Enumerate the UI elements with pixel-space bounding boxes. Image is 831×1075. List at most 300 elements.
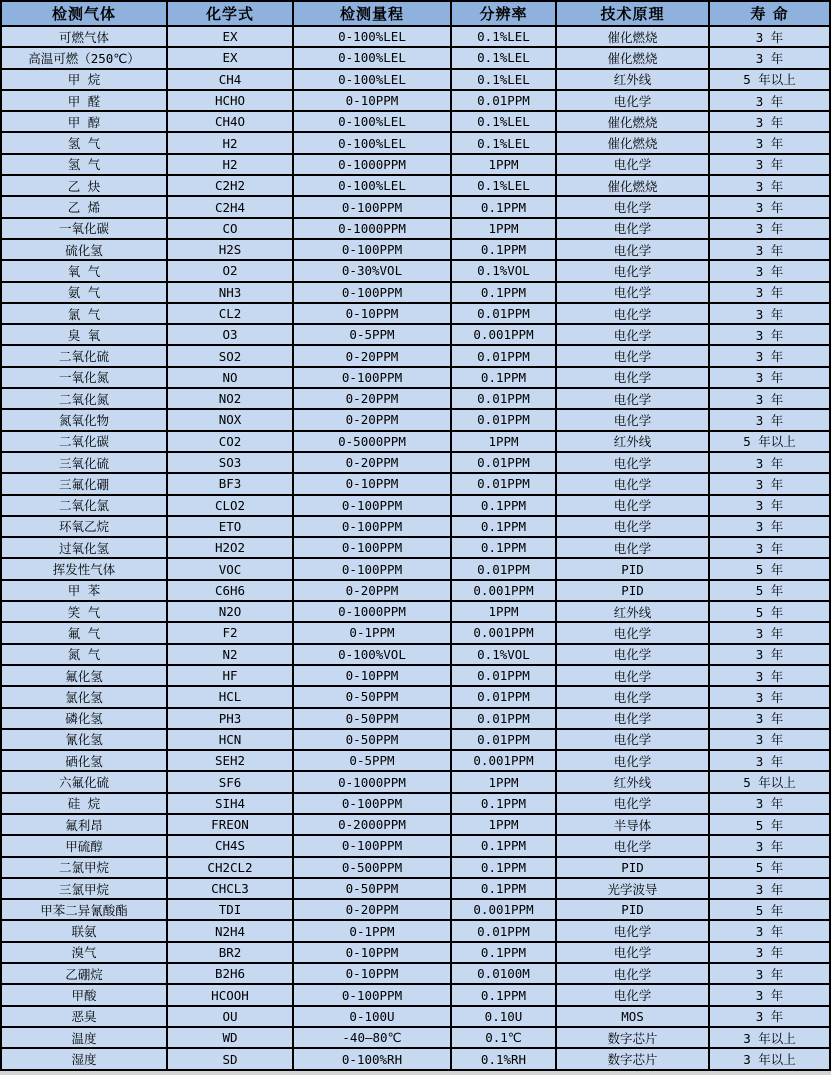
cell-formula: VOC xyxy=(167,558,293,579)
cell-gas: 二氧化硫 xyxy=(1,345,167,366)
cell-resolution: 0.1%LEL xyxy=(451,69,556,90)
cell-range: 0-10PPM xyxy=(293,942,451,963)
cell-lifespan: 3 年 xyxy=(709,495,830,516)
cell-resolution: 0.1PPM xyxy=(451,239,556,260)
cell-lifespan: 5 年 xyxy=(709,558,830,579)
table-row xyxy=(1,495,830,516)
cell-principle: 电化学 xyxy=(556,239,709,260)
cell-principle: 电化学 xyxy=(556,388,709,409)
cell-gas: 氢 气 xyxy=(1,132,167,153)
cell-formula: SIH4 xyxy=(167,793,293,814)
cell-lifespan: 3 年 xyxy=(709,942,830,963)
cell-resolution: 0.01PPM xyxy=(451,708,556,729)
cell-gas: 甲 醛 xyxy=(1,90,167,111)
cell-formula: OU xyxy=(167,1006,293,1027)
cell-gas: 氢 气 xyxy=(1,154,167,175)
cell-principle: 催化燃烧 xyxy=(556,26,709,47)
cell-formula: WD xyxy=(167,1027,293,1048)
table-row xyxy=(1,367,830,388)
cell-formula: CH4O xyxy=(167,111,293,132)
table-row xyxy=(1,239,830,260)
cell-resolution: 0.1%VOL xyxy=(451,260,556,281)
cell-principle: 催化燃烧 xyxy=(556,175,709,196)
cell-lifespan: 3 年 xyxy=(709,196,830,217)
cell-formula: N2 xyxy=(167,644,293,665)
cell-range: 0-100PPM xyxy=(293,282,451,303)
table-row xyxy=(1,345,830,366)
cell-lifespan: 3 年 xyxy=(709,452,830,473)
cell-principle: 光学波导 xyxy=(556,878,709,899)
table-row xyxy=(1,665,830,686)
cell-resolution: 0.1%LEL xyxy=(451,175,556,196)
cell-lifespan: 3 年 xyxy=(709,920,830,941)
cell-formula: EX xyxy=(167,47,293,68)
cell-resolution: 0.1%LEL xyxy=(451,26,556,47)
cell-resolution: 0.01PPM xyxy=(451,409,556,430)
table-row xyxy=(1,708,830,729)
cell-gas: 一氧化氮 xyxy=(1,367,167,388)
cell-range: 0-20PPM xyxy=(293,409,451,430)
cell-principle: 电化学 xyxy=(556,345,709,366)
table-row xyxy=(1,47,830,68)
cell-lifespan: 5 年 xyxy=(709,814,830,835)
cell-lifespan: 3 年 xyxy=(709,154,830,175)
cell-gas: 硅 烷 xyxy=(1,793,167,814)
cell-gas: 氟化氢 xyxy=(1,665,167,686)
cell-formula: H2 xyxy=(167,132,293,153)
cell-range: 0-100%LEL xyxy=(293,175,451,196)
cell-lifespan: 3 年 xyxy=(709,793,830,814)
cell-lifespan: 3 年 xyxy=(709,516,830,537)
cell-range: 0-100PPM xyxy=(293,367,451,388)
table-row xyxy=(1,580,830,601)
cell-gas: 湿度 xyxy=(1,1048,167,1070)
cell-principle: 电化学 xyxy=(556,409,709,430)
cell-principle: 催化燃烧 xyxy=(556,132,709,153)
cell-resolution: 0.01PPM xyxy=(451,303,556,324)
cell-lifespan: 3 年 xyxy=(709,239,830,260)
cell-resolution: 0.001PPM xyxy=(451,324,556,345)
cell-resolution: 0.1PPM xyxy=(451,196,556,217)
cell-lifespan: 3 年 xyxy=(709,47,830,68)
cell-range: 0-1PPM xyxy=(293,920,451,941)
table-row xyxy=(1,537,830,558)
cell-gas: 甲 醇 xyxy=(1,111,167,132)
table-row xyxy=(1,324,830,345)
table-row xyxy=(1,26,830,47)
cell-gas: 三氟化硼 xyxy=(1,473,167,494)
cell-lifespan: 3 年 xyxy=(709,686,830,707)
table-row xyxy=(1,814,830,835)
cell-gas: 温度 xyxy=(1,1027,167,1048)
cell-resolution: 0.1℃ xyxy=(451,1027,556,1048)
cell-lifespan: 3 年 xyxy=(709,473,830,494)
cell-range: 0-2000PPM xyxy=(293,814,451,835)
cell-formula: NH3 xyxy=(167,282,293,303)
cell-principle: 电化学 xyxy=(556,708,709,729)
cell-principle: PID xyxy=(556,580,709,601)
cell-lifespan: 3 年 xyxy=(709,963,830,984)
cell-gas: 硒化氢 xyxy=(1,750,167,771)
cell-gas: 氮 气 xyxy=(1,644,167,665)
cell-lifespan: 3 年 xyxy=(709,90,830,111)
cell-resolution: 0.10U xyxy=(451,1006,556,1027)
cell-range: 0-1000PPM xyxy=(293,771,451,792)
cell-formula: BR2 xyxy=(167,942,293,963)
table-row xyxy=(1,132,830,153)
cell-resolution: 1PPM xyxy=(451,814,556,835)
cell-principle: 电化学 xyxy=(556,622,709,643)
cell-formula: C6H6 xyxy=(167,580,293,601)
cell-range: 0-50PPM xyxy=(293,686,451,707)
cell-gas: 氨 气 xyxy=(1,282,167,303)
table-row xyxy=(1,452,830,473)
cell-formula: SO3 xyxy=(167,452,293,473)
cell-resolution: 0.0100M xyxy=(451,963,556,984)
cell-range: 0-100%VOL xyxy=(293,644,451,665)
cell-resolution: 0.01PPM xyxy=(451,920,556,941)
cell-lifespan: 3 年 xyxy=(709,984,830,1005)
cell-lifespan: 3 年 xyxy=(709,282,830,303)
cell-resolution: 0.01PPM xyxy=(451,473,556,494)
cell-range: 0-100%RH xyxy=(293,1048,451,1070)
cell-gas: 过氧化氢 xyxy=(1,537,167,558)
cell-resolution: 0.1PPM xyxy=(451,793,556,814)
cell-resolution: 0.1%LEL xyxy=(451,111,556,132)
table-header xyxy=(1,1,830,26)
table-row xyxy=(1,899,830,920)
cell-formula: EX xyxy=(167,26,293,47)
cell-lifespan: 3 年 xyxy=(709,835,830,856)
cell-resolution: 0.001PPM xyxy=(451,580,556,601)
cell-formula: CL2 xyxy=(167,303,293,324)
cell-resolution: 0.1PPM xyxy=(451,835,556,856)
cell-principle: 电化学 xyxy=(556,920,709,941)
header-row xyxy=(1,1,830,26)
cell-range: 0-5PPM xyxy=(293,324,451,345)
cell-principle: 数字芯片 xyxy=(556,1027,709,1048)
cell-range: 0-100%LEL xyxy=(293,47,451,68)
cell-resolution: 1PPM xyxy=(451,218,556,239)
cell-principle: 电化学 xyxy=(556,282,709,303)
table-row xyxy=(1,154,830,175)
cell-lifespan: 5 年 xyxy=(709,580,830,601)
cell-formula: H2 xyxy=(167,154,293,175)
column-header-formula: 化学式 xyxy=(167,1,293,26)
table-row xyxy=(1,558,830,579)
cell-resolution: 0.1PPM xyxy=(451,878,556,899)
table-row xyxy=(1,601,830,622)
cell-resolution: 0.01PPM xyxy=(451,558,556,579)
cell-lifespan: 3 年 xyxy=(709,708,830,729)
cell-lifespan: 3 年 xyxy=(709,260,830,281)
cell-gas: 甲酸 xyxy=(1,984,167,1005)
cell-principle: 红外线 xyxy=(556,431,709,452)
column-header-lifespan: 寿 命 xyxy=(709,1,830,26)
table-row xyxy=(1,793,830,814)
cell-principle: 电化学 xyxy=(556,516,709,537)
table-row xyxy=(1,1006,830,1027)
cell-range: 0-100U xyxy=(293,1006,451,1027)
cell-range: 0-50PPM xyxy=(293,729,451,750)
cell-range: 0-100PPM xyxy=(293,495,451,516)
cell-lifespan: 3 年 xyxy=(709,26,830,47)
cell-formula: CH2CL2 xyxy=(167,857,293,878)
cell-range: 0-20PPM xyxy=(293,345,451,366)
cell-formula: HCOOH xyxy=(167,984,293,1005)
cell-lifespan: 3 年 xyxy=(709,665,830,686)
cell-lifespan: 5 年以上 xyxy=(709,771,830,792)
cell-lifespan: 3 年 xyxy=(709,622,830,643)
cell-gas: 可燃气体 xyxy=(1,26,167,47)
cell-principle: 电化学 xyxy=(556,963,709,984)
cell-resolution: 0.01PPM xyxy=(451,452,556,473)
cell-formula: BF3 xyxy=(167,473,293,494)
cell-range: 0-20PPM xyxy=(293,899,451,920)
cell-range: 0-100PPM xyxy=(293,984,451,1005)
table-row xyxy=(1,303,830,324)
cell-gas: 六氟化硫 xyxy=(1,771,167,792)
cell-principle: 电化学 xyxy=(556,835,709,856)
cell-gas: 氯 气 xyxy=(1,303,167,324)
cell-range: 0-100PPM xyxy=(293,239,451,260)
cell-range: 0-100PPM xyxy=(293,516,451,537)
cell-range: 0-100PPM xyxy=(293,196,451,217)
table-row xyxy=(1,942,830,963)
cell-formula: SF6 xyxy=(167,771,293,792)
cell-formula: H2S xyxy=(167,239,293,260)
table-row xyxy=(1,409,830,430)
cell-formula: NO xyxy=(167,367,293,388)
cell-gas: 联氨 xyxy=(1,920,167,941)
cell-lifespan: 3 年 xyxy=(709,750,830,771)
cell-resolution: 0.1PPM xyxy=(451,516,556,537)
table-row xyxy=(1,175,830,196)
cell-gas: 甲 烷 xyxy=(1,69,167,90)
cell-formula: NO2 xyxy=(167,388,293,409)
cell-gas: 甲苯二异氰酸酯 xyxy=(1,899,167,920)
cell-range: 0-100%LEL xyxy=(293,69,451,90)
cell-principle: 红外线 xyxy=(556,69,709,90)
cell-gas: 环氧乙烷 xyxy=(1,516,167,537)
cell-lifespan: 5 年 xyxy=(709,899,830,920)
cell-formula: HCL xyxy=(167,686,293,707)
cell-range: 0-20PPM xyxy=(293,580,451,601)
table-row xyxy=(1,1048,830,1070)
table-body xyxy=(1,26,830,1070)
cell-formula: N2O xyxy=(167,601,293,622)
cell-principle: 电化学 xyxy=(556,196,709,217)
cell-range: 0-500PPM xyxy=(293,857,451,878)
cell-range: 0-1000PPM xyxy=(293,601,451,622)
cell-lifespan: 3 年 xyxy=(709,175,830,196)
cell-formula: TDI xyxy=(167,899,293,920)
cell-range: 0-100PPM xyxy=(293,558,451,579)
cell-principle: 电化学 xyxy=(556,729,709,750)
cell-formula: C2H4 xyxy=(167,196,293,217)
cell-principle: 电化学 xyxy=(556,303,709,324)
cell-gas: 氟利昂 xyxy=(1,814,167,835)
table-row xyxy=(1,431,830,452)
cell-principle: 电化学 xyxy=(556,537,709,558)
table-row xyxy=(1,835,830,856)
cell-resolution: 0.1PPM xyxy=(451,282,556,303)
cell-gas: 氮氧化物 xyxy=(1,409,167,430)
cell-resolution: 0.001PPM xyxy=(451,622,556,643)
cell-lifespan: 3 年 xyxy=(709,409,830,430)
cell-principle: PID xyxy=(556,857,709,878)
table-row xyxy=(1,857,830,878)
cell-formula: O2 xyxy=(167,260,293,281)
cell-lifespan: 3 年 xyxy=(709,878,830,899)
cell-resolution: 0.1%LEL xyxy=(451,47,556,68)
cell-range: -40—80℃ xyxy=(293,1027,451,1048)
cell-formula: CHCL3 xyxy=(167,878,293,899)
cell-principle: 电化学 xyxy=(556,665,709,686)
cell-lifespan: 3 年 xyxy=(709,345,830,366)
cell-range: 0-100%LEL xyxy=(293,26,451,47)
cell-principle: 电化学 xyxy=(556,750,709,771)
cell-gas: 氧 气 xyxy=(1,260,167,281)
table-row xyxy=(1,729,830,750)
cell-range: 0-10PPM xyxy=(293,963,451,984)
cell-resolution: 0.1%LEL xyxy=(451,132,556,153)
table-row xyxy=(1,963,830,984)
table-row xyxy=(1,686,830,707)
cell-gas: 氰化氢 xyxy=(1,729,167,750)
cell-formula: NOX xyxy=(167,409,293,430)
cell-range: 0-10PPM xyxy=(293,665,451,686)
cell-formula: H2O2 xyxy=(167,537,293,558)
cell-lifespan: 3 年 xyxy=(709,132,830,153)
cell-range: 0-1PPM xyxy=(293,622,451,643)
cell-range: 0-50PPM xyxy=(293,708,451,729)
cell-formula: ETO xyxy=(167,516,293,537)
cell-formula: CO xyxy=(167,218,293,239)
table-row xyxy=(1,984,830,1005)
cell-principle: 电化学 xyxy=(556,686,709,707)
cell-lifespan: 3 年 xyxy=(709,729,830,750)
cell-lifespan: 3 年 xyxy=(709,367,830,388)
cell-range: 0-100%LEL xyxy=(293,132,451,153)
cell-gas: 硫化氢 xyxy=(1,239,167,260)
cell-range: 0-100PPM xyxy=(293,835,451,856)
cell-range: 0-20PPM xyxy=(293,388,451,409)
cell-range: 0-10PPM xyxy=(293,303,451,324)
cell-formula: FREON xyxy=(167,814,293,835)
cell-gas: 恶臭 xyxy=(1,1006,167,1027)
cell-resolution: 0.01PPM xyxy=(451,388,556,409)
cell-gas: 乙 烯 xyxy=(1,196,167,217)
cell-resolution: 0.01PPM xyxy=(451,686,556,707)
column-header-resolution: 分辨率 xyxy=(451,1,556,26)
cell-principle: 电化学 xyxy=(556,260,709,281)
cell-lifespan: 3 年以上 xyxy=(709,1048,830,1070)
column-header-range: 检测量程 xyxy=(293,1,451,26)
cell-resolution: 0.01PPM xyxy=(451,665,556,686)
cell-gas: 乙 炔 xyxy=(1,175,167,196)
table-row xyxy=(1,90,830,111)
cell-resolution: 0.001PPM xyxy=(451,750,556,771)
cell-lifespan: 3 年 xyxy=(709,644,830,665)
cell-resolution: 0.1PPM xyxy=(451,857,556,878)
cell-gas: 臭 氧 xyxy=(1,324,167,345)
cell-principle: 电化学 xyxy=(556,793,709,814)
cell-resolution: 0.1%VOL xyxy=(451,644,556,665)
cell-formula: CLO2 xyxy=(167,495,293,516)
cell-principle: 电化学 xyxy=(556,154,709,175)
cell-principle: 电化学 xyxy=(556,942,709,963)
cell-formula: N2H4 xyxy=(167,920,293,941)
cell-gas: 二氯甲烷 xyxy=(1,857,167,878)
cell-gas: 三氯甲烷 xyxy=(1,878,167,899)
cell-resolution: 0.01PPM xyxy=(451,345,556,366)
cell-lifespan: 3 年 xyxy=(709,111,830,132)
cell-gas: 二氧化氮 xyxy=(1,388,167,409)
cell-lifespan: 3 年 xyxy=(709,537,830,558)
cell-formula: SD xyxy=(167,1048,293,1070)
cell-gas: 乙硼烷 xyxy=(1,963,167,984)
cell-principle: 数字芯片 xyxy=(556,1048,709,1070)
cell-range: 0-5000PPM xyxy=(293,431,451,452)
cell-formula: PH3 xyxy=(167,708,293,729)
cell-lifespan: 5 年以上 xyxy=(709,431,830,452)
cell-gas: 高温可燃（250℃） xyxy=(1,47,167,68)
cell-resolution: 0.001PPM xyxy=(451,899,556,920)
cell-resolution: 0.1PPM xyxy=(451,495,556,516)
cell-lifespan: 3 年 xyxy=(709,218,830,239)
cell-resolution: 1PPM xyxy=(451,771,556,792)
cell-principle: 电化学 xyxy=(556,495,709,516)
cell-lifespan: 5 年 xyxy=(709,601,830,622)
cell-gas: 一氧化碳 xyxy=(1,218,167,239)
cell-gas: 二氧化氯 xyxy=(1,495,167,516)
table-row xyxy=(1,622,830,643)
cell-formula: HCHO xyxy=(167,90,293,111)
cell-principle: MOS xyxy=(556,1006,709,1027)
table-row xyxy=(1,260,830,281)
cell-lifespan: 3 年 xyxy=(709,1006,830,1027)
table-row xyxy=(1,218,830,239)
cell-gas: 三氧化硫 xyxy=(1,452,167,473)
cell-resolution: 0.1%RH xyxy=(451,1048,556,1070)
cell-range: 0-20PPM xyxy=(293,452,451,473)
table-row xyxy=(1,516,830,537)
cell-formula: HF xyxy=(167,665,293,686)
cell-principle: 半导体 xyxy=(556,814,709,835)
cell-lifespan: 3 年以上 xyxy=(709,1027,830,1048)
table-row xyxy=(1,771,830,792)
cell-gas: 甲硫醇 xyxy=(1,835,167,856)
cell-formula: CH4 xyxy=(167,69,293,90)
cell-principle: 电化学 xyxy=(556,367,709,388)
table-row xyxy=(1,473,830,494)
cell-range: 0-50PPM xyxy=(293,878,451,899)
table-row xyxy=(1,1027,830,1048)
cell-range: 0-1000PPM xyxy=(293,154,451,175)
table-row xyxy=(1,920,830,941)
cell-gas: 氯化氢 xyxy=(1,686,167,707)
table-row xyxy=(1,196,830,217)
cell-principle: 电化学 xyxy=(556,984,709,1005)
cell-lifespan: 3 年 xyxy=(709,388,830,409)
cell-principle: 催化燃烧 xyxy=(556,111,709,132)
table-row xyxy=(1,750,830,771)
cell-gas: 甲 苯 xyxy=(1,580,167,601)
cell-principle: 电化学 xyxy=(556,473,709,494)
cell-formula: C2H2 xyxy=(167,175,293,196)
cell-range: 0-1000PPM xyxy=(293,218,451,239)
